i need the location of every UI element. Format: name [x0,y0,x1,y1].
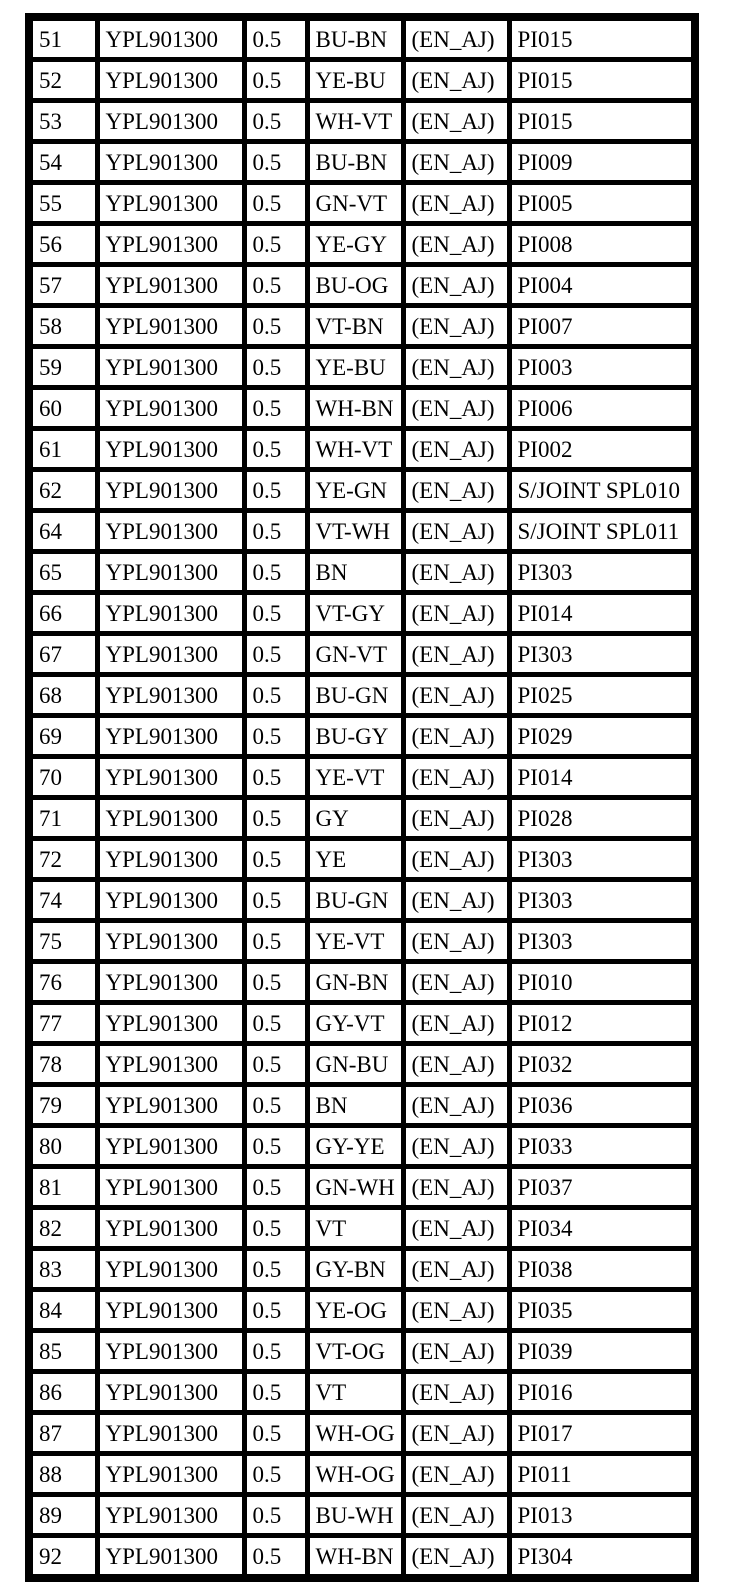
table-row [29,142,695,183]
cell-connector-id: PI028 [509,798,695,839]
table-row [29,880,695,921]
table-row [29,183,695,224]
cell-index: 83 [29,1249,97,1290]
cell-color-code: WH-BN [307,388,403,429]
cell-gauge: 0.5 [244,142,307,183]
table-row [29,1290,695,1331]
cell-connector-id: PI015 [509,101,695,142]
cell-index: 71 [29,798,97,839]
cell-terminal-code: (EN_AJ) [403,1372,509,1413]
table-row [29,347,695,388]
cell-color-code: GN-BN [307,962,403,1003]
cell-part-number: YPL901300 [97,839,244,880]
cell-connector-id: PI014 [509,593,695,634]
cell-terminal-code: (EN_AJ) [403,921,509,962]
cell-index: 79 [29,1085,97,1126]
cell-part-number: YPL901300 [97,17,244,60]
cell-part-number: YPL901300 [97,429,244,470]
cell-part-number: YPL901300 [97,716,244,757]
table-row [29,388,695,429]
cell-gauge: 0.5 [244,757,307,798]
cell-connector-id: PI036 [509,1085,695,1126]
table-row [29,1249,695,1290]
cell-terminal-code: (EN_AJ) [403,1413,509,1454]
cell-terminal-code: (EN_AJ) [403,1167,509,1208]
cell-connector-id: S/JOINT SPL011 [509,511,695,552]
cell-part-number: YPL901300 [97,921,244,962]
cell-connector-id: PI002 [509,429,695,470]
cell-connector-id: PI012 [509,1003,695,1044]
table-row [29,962,695,1003]
cell-index: 57 [29,265,97,306]
cell-connector-id: PI038 [509,1249,695,1290]
table-row [29,552,695,593]
cell-connector-id: PI037 [509,1167,695,1208]
cell-color-code: WH-OG [307,1413,403,1454]
cell-index: 92 [29,1536,97,1579]
cell-connector-id: PI034 [509,1208,695,1249]
cell-part-number: YPL901300 [97,388,244,429]
cell-part-number: YPL901300 [97,552,244,593]
cell-connector-id: PI039 [509,1331,695,1372]
cell-gauge: 0.5 [244,1454,307,1495]
cell-index: 53 [29,101,97,142]
cell-gauge: 0.5 [244,1331,307,1372]
table-row [29,1085,695,1126]
cell-connector-id: PI009 [509,142,695,183]
cell-part-number: YPL901300 [97,183,244,224]
cell-part-number: YPL901300 [97,1454,244,1495]
cell-gauge: 0.5 [244,1536,307,1579]
cell-part-number: YPL901300 [97,1044,244,1085]
cell-connector-id: PI008 [509,224,695,265]
cell-gauge: 0.5 [244,511,307,552]
table-row [29,1372,695,1413]
cell-index: 86 [29,1372,97,1413]
cell-color-code: YE-GY [307,224,403,265]
cell-gauge: 0.5 [244,347,307,388]
cell-connector-id: PI004 [509,265,695,306]
cell-index: 72 [29,839,97,880]
cell-part-number: YPL901300 [97,1208,244,1249]
cell-terminal-code: (EN_AJ) [403,142,509,183]
cell-gauge: 0.5 [244,921,307,962]
cell-terminal-code: (EN_AJ) [403,60,509,101]
cell-index: 68 [29,675,97,716]
cell-gauge: 0.5 [244,388,307,429]
cell-connector-id: PI003 [509,347,695,388]
cell-index: 88 [29,1454,97,1495]
cell-terminal-code: (EN_AJ) [403,183,509,224]
cell-gauge: 0.5 [244,716,307,757]
cell-terminal-code: (EN_AJ) [403,265,509,306]
table-row [29,798,695,839]
cell-part-number: YPL901300 [97,798,244,839]
cell-index: 82 [29,1208,97,1249]
cell-index: 56 [29,224,97,265]
table-row [29,921,695,962]
cell-part-number: YPL901300 [97,101,244,142]
cell-connector-id: PI011 [509,1454,695,1495]
cell-color-code: GN-BU [307,1044,403,1085]
cell-index: 78 [29,1044,97,1085]
cell-color-code: WH-VT [307,101,403,142]
cell-index: 80 [29,1126,97,1167]
table-row [29,306,695,347]
cell-connector-id: PI033 [509,1126,695,1167]
cell-gauge: 0.5 [244,1167,307,1208]
table-row [29,224,695,265]
cell-terminal-code: (EN_AJ) [403,757,509,798]
cell-connector-id: PI303 [509,634,695,675]
cell-part-number: YPL901300 [97,757,244,798]
cell-color-code: YE-VT [307,921,403,962]
cell-part-number: YPL901300 [97,675,244,716]
cell-gauge: 0.5 [244,306,307,347]
cell-connector-id: PI035 [509,1290,695,1331]
cell-terminal-code: (EN_AJ) [403,101,509,142]
table-row [29,1536,695,1579]
cell-index: 66 [29,593,97,634]
cell-index: 76 [29,962,97,1003]
cell-index: 81 [29,1167,97,1208]
cell-connector-id: PI016 [509,1372,695,1413]
cell-terminal-code: (EN_AJ) [403,716,509,757]
cell-gauge: 0.5 [244,470,307,511]
cell-gauge: 0.5 [244,1413,307,1454]
cell-gauge: 0.5 [244,634,307,675]
table-row [29,511,695,552]
cell-part-number: YPL901300 [97,634,244,675]
cell-connector-id: PI032 [509,1044,695,1085]
cell-index: 89 [29,1495,97,1536]
cell-index: 59 [29,347,97,388]
cell-color-code: YE [307,839,403,880]
cell-color-code: YE-BU [307,60,403,101]
cell-color-code: BU-GY [307,716,403,757]
cell-index: 85 [29,1331,97,1372]
cell-color-code: YE-GN [307,470,403,511]
cell-color-code: VT [307,1208,403,1249]
table-row [29,1454,695,1495]
cell-color-code: GY-YE [307,1126,403,1167]
cell-terminal-code: (EN_AJ) [403,634,509,675]
cell-color-code: VT-OG [307,1331,403,1372]
cell-gauge: 0.5 [244,224,307,265]
cell-terminal-code: (EN_AJ) [403,798,509,839]
cell-terminal-code: (EN_AJ) [403,593,509,634]
cell-gauge: 0.5 [244,17,307,60]
table-row [29,17,695,60]
cell-color-code: BU-OG [307,265,403,306]
cell-part-number: YPL901300 [97,962,244,1003]
cell-index: 87 [29,1413,97,1454]
cell-terminal-code: (EN_AJ) [403,1536,509,1579]
cell-connector-id: PI303 [509,921,695,962]
cell-color-code: VT-WH [307,511,403,552]
table-row [29,1126,695,1167]
cell-connector-id: PI303 [509,552,695,593]
cell-part-number: YPL901300 [97,265,244,306]
cell-gauge: 0.5 [244,675,307,716]
cell-connector-id: S/JOINT SPL010 [509,470,695,511]
cell-color-code: BU-GN [307,675,403,716]
table-row [29,60,695,101]
cell-gauge: 0.5 [244,593,307,634]
cell-terminal-code: (EN_AJ) [403,1249,509,1290]
cell-gauge: 0.5 [244,1126,307,1167]
cell-part-number: YPL901300 [97,1495,244,1536]
cell-connector-id: PI014 [509,757,695,798]
cell-part-number: YPL901300 [97,60,244,101]
table-row [29,675,695,716]
cell-index: 54 [29,142,97,183]
cell-gauge: 0.5 [244,101,307,142]
cell-terminal-code: (EN_AJ) [403,1085,509,1126]
cell-terminal-code: (EN_AJ) [403,1126,509,1167]
cell-color-code: GN-VT [307,634,403,675]
cell-connector-id: PI015 [509,17,695,60]
cell-index: 84 [29,1290,97,1331]
cell-color-code: YE-BU [307,347,403,388]
cell-part-number: YPL901300 [97,306,244,347]
cell-gauge: 0.5 [244,962,307,1003]
cell-color-code: GY-BN [307,1249,403,1290]
cell-color-code: BU-GN [307,880,403,921]
cell-gauge: 0.5 [244,1495,307,1536]
cell-index: 69 [29,716,97,757]
cell-part-number: YPL901300 [97,1331,244,1372]
cell-connector-id: PI025 [509,675,695,716]
cell-part-number: YPL901300 [97,880,244,921]
cell-connector-id: PI010 [509,962,695,1003]
cell-terminal-code: (EN_AJ) [403,1454,509,1495]
cell-terminal-code: (EN_AJ) [403,511,509,552]
cell-color-code: WH-BN [307,1536,403,1579]
cell-part-number: YPL901300 [97,1290,244,1331]
cell-terminal-code: (EN_AJ) [403,675,509,716]
cell-color-code: BU-WH [307,1495,403,1536]
cell-connector-id: PI015 [509,60,695,101]
cell-connector-id: PI029 [509,716,695,757]
cell-part-number: YPL901300 [97,347,244,388]
cell-terminal-code: (EN_AJ) [403,470,509,511]
cell-gauge: 0.5 [244,798,307,839]
cell-index: 58 [29,306,97,347]
cell-part-number: YPL901300 [97,511,244,552]
cell-connector-id: PI007 [509,306,695,347]
cell-index: 75 [29,921,97,962]
table-row [29,470,695,511]
cell-part-number: YPL901300 [97,470,244,511]
table-row [29,757,695,798]
cell-index: 77 [29,1003,97,1044]
cell-gauge: 0.5 [244,1372,307,1413]
cell-index: 67 [29,634,97,675]
cell-connector-id: PI303 [509,839,695,880]
cell-gauge: 0.5 [244,1003,307,1044]
cell-gauge: 0.5 [244,839,307,880]
cell-index: 60 [29,388,97,429]
table-row [29,101,695,142]
cell-gauge: 0.5 [244,1249,307,1290]
cell-index: 70 [29,757,97,798]
cell-connector-id: PI006 [509,388,695,429]
cell-color-code: YE-OG [307,1290,403,1331]
cell-gauge: 0.5 [244,1290,307,1331]
cell-connector-id: PI017 [509,1413,695,1454]
table-row [29,1044,695,1085]
table-row [29,429,695,470]
cell-part-number: YPL901300 [97,1126,244,1167]
cell-color-code: YE-VT [307,757,403,798]
cell-connector-id: PI005 [509,183,695,224]
table-row [29,634,695,675]
cell-part-number: YPL901300 [97,1085,244,1126]
cell-gauge: 0.5 [244,1044,307,1085]
table-row [29,1167,695,1208]
cell-index: 65 [29,552,97,593]
cell-part-number: YPL901300 [97,593,244,634]
cell-color-code: GN-WH [307,1167,403,1208]
cell-terminal-code: (EN_AJ) [403,1290,509,1331]
cell-part-number: YPL901300 [97,1372,244,1413]
cell-terminal-code: (EN_AJ) [403,1495,509,1536]
cell-terminal-code: (EN_AJ) [403,17,509,60]
cell-gauge: 0.5 [244,1208,307,1249]
cell-terminal-code: (EN_AJ) [403,429,509,470]
cell-part-number: YPL901300 [97,1249,244,1290]
cell-terminal-code: (EN_AJ) [403,880,509,921]
cell-terminal-code: (EN_AJ) [403,306,509,347]
cell-color-code: BU-BN [307,142,403,183]
wiring-table [25,13,699,1582]
cell-color-code: BU-BN [307,17,403,60]
table-row [29,265,695,306]
table-row [29,1413,695,1454]
cell-part-number: YPL901300 [97,1003,244,1044]
cell-gauge: 0.5 [244,1085,307,1126]
cell-index: 52 [29,60,97,101]
table-row [29,1495,695,1536]
cell-terminal-code: (EN_AJ) [403,962,509,1003]
cell-gauge: 0.5 [244,429,307,470]
cell-terminal-code: (EN_AJ) [403,1331,509,1372]
cell-gauge: 0.5 [244,265,307,306]
cell-connector-id: PI303 [509,880,695,921]
table-row [29,716,695,757]
table-row [29,1331,695,1372]
cell-index: 55 [29,183,97,224]
cell-terminal-code: (EN_AJ) [403,1044,509,1085]
table-row [29,1208,695,1249]
cell-terminal-code: (EN_AJ) [403,839,509,880]
cell-part-number: YPL901300 [97,1167,244,1208]
cell-index: 64 [29,511,97,552]
cell-terminal-code: (EN_AJ) [403,1003,509,1044]
cell-connector-id: PI304 [509,1536,695,1579]
cell-terminal-code: (EN_AJ) [403,224,509,265]
cell-terminal-code: (EN_AJ) [403,347,509,388]
cell-index: 62 [29,470,97,511]
cell-gauge: 0.5 [244,880,307,921]
cell-color-code: GN-VT [307,183,403,224]
cell-part-number: YPL901300 [97,1536,244,1579]
cell-color-code: GY [307,798,403,839]
cell-terminal-code: (EN_AJ) [403,388,509,429]
cell-index: 74 [29,880,97,921]
cell-index: 51 [29,17,97,60]
cell-color-code: VT-GY [307,593,403,634]
cell-color-code: BN [307,552,403,593]
cell-gauge: 0.5 [244,183,307,224]
cell-color-code: VT-BN [307,306,403,347]
table-row [29,1003,695,1044]
cell-connector-id: PI013 [509,1495,695,1536]
cell-part-number: YPL901300 [97,224,244,265]
cell-part-number: YPL901300 [97,1413,244,1454]
cell-color-code: GY-VT [307,1003,403,1044]
cell-color-code: WH-VT [307,429,403,470]
cell-terminal-code: (EN_AJ) [403,552,509,593]
table-row [29,593,695,634]
table-body [29,17,695,1578]
cell-gauge: 0.5 [244,60,307,101]
table-row [29,839,695,880]
cell-gauge: 0.5 [244,552,307,593]
cell-color-code: VT [307,1372,403,1413]
cell-terminal-code: (EN_AJ) [403,1208,509,1249]
cell-index: 61 [29,429,97,470]
cell-color-code: WH-OG [307,1454,403,1495]
cell-color-code: BN [307,1085,403,1126]
cell-part-number: YPL901300 [97,142,244,183]
